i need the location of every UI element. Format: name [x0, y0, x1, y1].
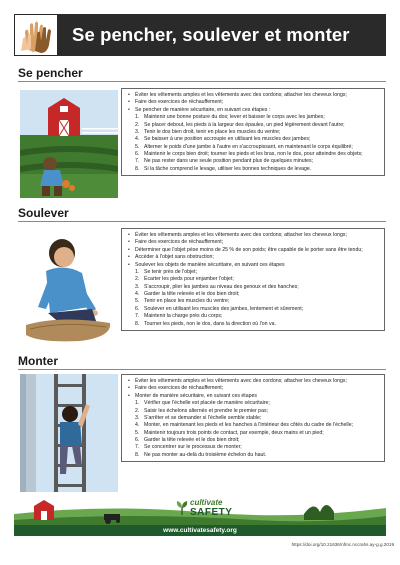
section-title-climb: Monter	[18, 354, 58, 368]
section-rule	[18, 221, 386, 222]
step-item: 3. S'accroupir, plier les jambes au niveau des genoux et des hanches;	[135, 283, 299, 290]
step-item: 5. Alterner le poids d'une jambe à l'autre en s'accroupissant, en maintenant le corps équilibré;	[135, 143, 353, 150]
step-item: 8. Si la tâche comprend le levage, utiliser les bonnes techniques de levage.	[135, 165, 312, 172]
bullet-item: • Faire des exercices de réchauffement;	[126, 385, 380, 392]
bullet-item: • Faire des exercices de réchauffement;	[126, 239, 380, 246]
step-item: 4. Se baisser à une position accroupie en utilisant les muscles des jambes;	[135, 136, 311, 143]
bullet-item: • Déterminer que l'objet pèse moins de 25 % de son poids; être capable de le porter sans être tendu;	[126, 247, 380, 254]
lift-instructions-box	[121, 228, 385, 331]
section-rule	[18, 81, 386, 82]
bullet-item: • Se pencher de manière sécuritaire, en suivant ces étapes :	[126, 107, 380, 114]
step-item: 7. Se concentrer sur le processus de monter;	[135, 444, 242, 451]
step-item: 1. Se tenir près de l'objet;	[135, 268, 197, 275]
logo-line-1: cultivate	[190, 498, 223, 507]
bullet-item: • Éviter les vêtements amples et les vêtements avec des cordons; attacher les cheveux longs;	[126, 92, 380, 99]
step-item: 5. Tenir en place les muscles du ventre;	[135, 298, 230, 305]
step-item: 3. S'arrêter et se demander si l'échelle semble stable;	[135, 414, 262, 421]
sprout-icon	[176, 501, 188, 515]
climbing-worker-illustration	[20, 374, 118, 492]
section-title-lift: Soulever	[18, 206, 69, 220]
step-item: 6. Maintenir le corps bien droit; tourner les pieds et les bras, non le dos, pour atteindre des objets;	[135, 151, 363, 157]
section-rule	[18, 369, 386, 370]
cultivate-safety-logo	[176, 498, 246, 522]
website-link[interactable]: www.cultivatesafety.org	[14, 525, 386, 536]
step-item: 8. Tourner les pieds, non le dos, dans la direction où l'on va.	[135, 320, 276, 327]
climb-instructions-box	[121, 374, 385, 462]
step-item: 6. Garder la tête relevée et le dos bien droit;	[135, 437, 240, 443]
page-title: Se pencher, soulever et monter	[72, 24, 350, 45]
step-item: 1. Vérifier que l'échelle est placée de manière sécuritaire;	[135, 400, 270, 407]
lifting-worker-illustration	[20, 229, 118, 347]
step-item: 7. Maintenir la charge près du corps;	[135, 313, 223, 320]
bullet-item: • Éviter les vêtements amples et les vêtements avec des cordons; attacher les cheveux longs;	[126, 232, 380, 239]
bullet-item: • Accéder à l'objet sans obstruction;	[126, 254, 380, 261]
step-item: 2. Se placer debout, les pieds à la largeur des épaules, un pied légèrement devant l'autre;	[135, 121, 345, 128]
logo-line-2: SAFETY	[190, 507, 233, 518]
step-item: 7. Ne pas rester dans une seule position pendant plus de quelques minutes;	[135, 158, 313, 165]
step-item: 4. Garder la tête relevée et le dos bien droit;	[135, 291, 240, 297]
bullet-item: • Soulever les objets de manière sécuritaire, en suivant ces étapes	[126, 262, 380, 269]
hands-logo-icon	[14, 14, 58, 56]
section-title-bend: Se pencher	[18, 66, 83, 80]
step-item: 1. Maintenir une bonne posture du dos; lever et baisser le corps avec les jambes;	[135, 114, 325, 121]
step-item: 8. Ne pas monter au-delà du troisième échelon du haut.	[135, 451, 267, 458]
step-item: 3. Tenir le dos bien droit, tenir en place les muscles du ventre;	[135, 128, 281, 135]
step-item: 4. Monter, en maintenant les pieds et les hanches à l'intérieur des côtés du cadre de l'échelle;	[135, 422, 354, 429]
bullet-item: • Éviter les vêtements amples et les vêtements avec des cordons; attacher les cheveux longs;	[126, 378, 380, 385]
bend-instructions-box	[121, 88, 385, 176]
step-item: 2. Saisir les échelons alternés et prendre le premier pas;	[135, 407, 268, 414]
bullet-item: • Faire des exercices de réchauffement;	[126, 99, 380, 106]
header-banner	[14, 14, 386, 56]
step-item: 6. Soulever en utilisant les muscles des jambes, lentement et sûrement;	[135, 305, 304, 312]
footer-banner	[14, 492, 386, 536]
bending-farmer-illustration	[20, 90, 118, 198]
doi-link[interactable]: https://doi.org/10.21636/nfmc.nccrahs.ay-g.g.2019	[291, 542, 394, 547]
bullet-item: • Monter de manière sécuritaire, en suivant ces étapes	[126, 393, 380, 400]
step-item: 5. Maintenir toujours trois points de contact, par exemple, deux mains et un pied;	[135, 429, 324, 436]
step-item: 2. Écarter les pieds pour enjamber l'objet;	[135, 276, 234, 283]
safety-sheet	[14, 14, 386, 551]
